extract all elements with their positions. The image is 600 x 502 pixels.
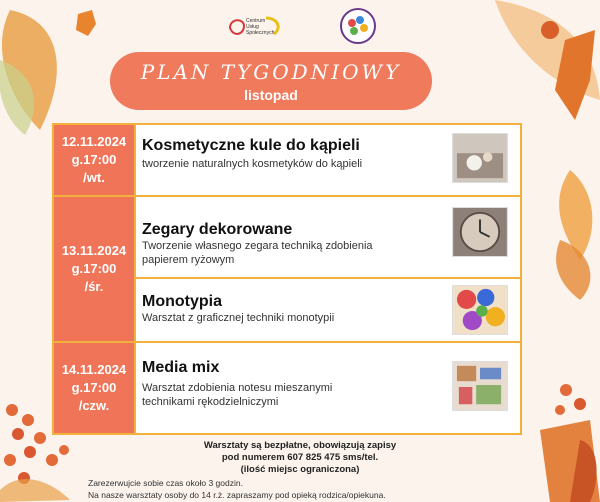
autumn-leaves-top-right — [455, 0, 600, 140]
workshop-row — [134, 197, 520, 277]
day-cell-1 — [54, 125, 134, 195]
logos — [220, 6, 390, 48]
footer-note-time: Zarezerwujcie sobie czas około 3 godzin. — [88, 478, 243, 488]
footer-limit-line: (ilość miejsc ograniczona) — [240, 464, 360, 475]
day-weekday: /śr. — [84, 279, 104, 294]
footer — [0, 440, 600, 500]
day-cell-2 — [54, 197, 134, 341]
spotkajmy-logo — [338, 6, 378, 46]
page-title: PLAN TYGODNIOWY — [140, 60, 402, 84]
autumn-leaves-bottom-right — [520, 370, 600, 502]
day-time: g.17:00 — [71, 380, 117, 395]
day-cell-3 — [54, 343, 134, 433]
title-banner — [110, 52, 432, 110]
day-time: g.17:00 — [71, 152, 117, 167]
workshop-desc: Tworzenie własnego zegara techniką zdobienia papierem ryżowym — [142, 240, 373, 266]
workshop-row — [134, 279, 520, 341]
svg-text:Centrum: Centrum — [246, 18, 266, 24]
workshop-title: Kosmetyczne kule do kąpieli — [142, 137, 360, 154]
page-subtitle: listopad — [244, 87, 298, 103]
cus-logo — [226, 10, 296, 44]
day-weekday: /wt. — [83, 170, 105, 185]
workshop-desc: Warsztat zdobienia notesu mieszanymi technikami rękodzielniczymi — [142, 382, 333, 408]
craft-photo — [452, 361, 508, 411]
svg-text:Społecznych: Społecznych — [246, 30, 275, 36]
footer-phone-line: pod numerem 607 825 475 sms/tel. — [221, 452, 379, 463]
schedule-table — [52, 123, 522, 435]
clock-photo — [452, 207, 508, 257]
workshop-title: Media mix — [142, 359, 220, 376]
workshop-title: Monotypia — [142, 293, 222, 310]
footer-info-line: Warsztaty są bezpłatne, obowiązują zapisy — [203, 440, 397, 451]
autumn-leaves-right — [540, 170, 600, 300]
workshop-row — [134, 343, 520, 433]
day-date: 14.11.2024 — [61, 362, 127, 377]
workshop-title: Zegary dekorowane — [142, 221, 293, 238]
day-time: g.17:00 — [71, 261, 117, 276]
autumn-leaves-top-left — [0, 0, 110, 140]
workshop-desc: tworzenie naturalnych kosmetyków do kąpieli — [142, 158, 363, 170]
day-weekday: /czw. — [78, 398, 110, 413]
bath-bomb-photo — [452, 133, 508, 183]
day-date: 12.11.2024 — [61, 134, 127, 149]
day-date: 13.11.2024 — [61, 243, 127, 258]
footer-note-age: Na nasze warsztaty osoby do 14 r.ż. zapraszamy pod opieką rodzica/opiekuna. — [88, 490, 386, 500]
paint-photo — [452, 285, 508, 335]
workshop-row — [134, 125, 520, 195]
workshop-desc: Warsztat z graficznej techniki monotypii — [142, 312, 335, 324]
svg-text:Usług: Usług — [246, 24, 259, 30]
